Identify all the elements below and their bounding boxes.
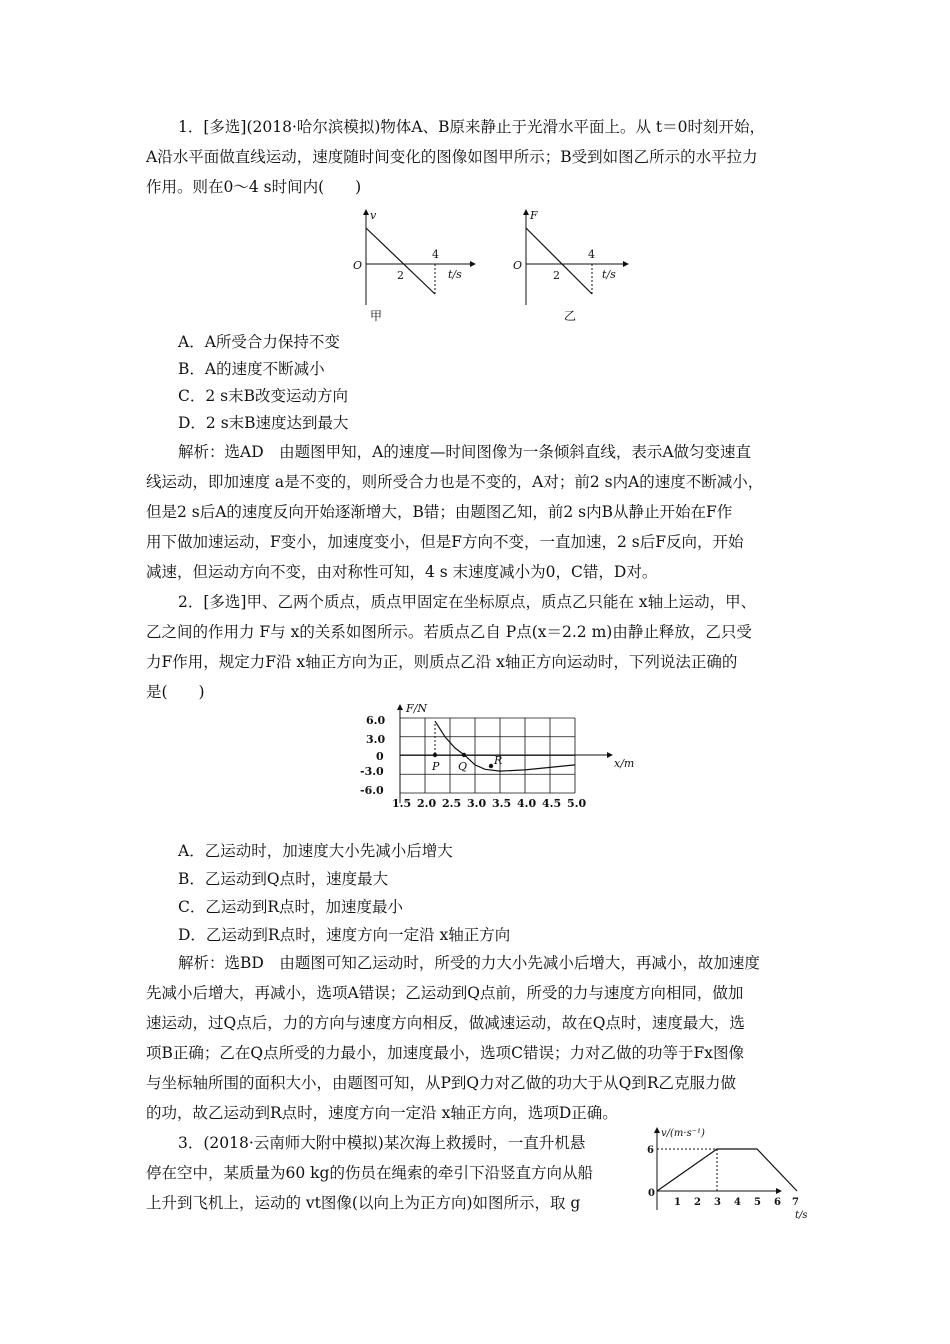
q1-analysis-4: 用下做加速运动，F变小，加速度变小，但是F方向不变，一直加速，2 s后F反向，开始 <box>146 533 744 551</box>
q1-option-b: B．A的速度不断减小 <box>178 360 325 378</box>
q2-analysis-5: 与坐标轴所围的面积大小，由题图可知，从P到Q力对乙做的功大于从Q到R乙克服力做 <box>146 1074 737 1092</box>
fx-ytick-3: 3.0 <box>366 733 386 746</box>
fx-label-p: P <box>432 760 440 773</box>
fx-xlabel: x/m <box>614 757 635 770</box>
fx-xtick-6: 4.0 <box>517 797 537 810</box>
vt-xlabel: t/s <box>795 1210 808 1221</box>
vt-xtick-4: 4 <box>734 1197 741 1208</box>
jia-tick-2: 2 <box>397 269 404 282</box>
q1-option-d: D．2 s末B速度达到最大 <box>178 414 349 432</box>
figure-yi <box>500 205 650 330</box>
yi-caption: 乙 <box>564 309 577 323</box>
q1-analysis-5: 减速，但运动方向不变，由对称性可知，4 s 末速度减小为0，C错，D对。 <box>146 563 658 581</box>
q2-line-2: 乙之间的作用力 F与 x的关系如图所示。若质点乙自 P点(x＝2.2 m)由静止释放，乙只受 <box>146 623 752 641</box>
jia-xlabel: t/s <box>448 268 462 281</box>
fx-ytick-0: 0 <box>376 750 384 763</box>
q1-analysis-1: 解析：选AD 由题图甲知，A的速度—时间图像为一条倾斜直线，表示A做匀变速直 <box>178 443 752 461</box>
jia-line <box>366 228 435 294</box>
fx-xtick-8: 5.0 <box>567 797 587 810</box>
vt-xtick-5: 5 <box>754 1197 761 1208</box>
fx-label-r: R <box>494 754 503 767</box>
fx-xtick-2: 2.0 <box>417 797 437 810</box>
q1-analysis-3: 但是2 s后A的速度反向开始逐渐增大，B错；由题图乙知，前2 s内B从静止开始在F作 <box>146 503 733 521</box>
vt-xtick-7: 7 <box>792 1197 799 1208</box>
vt-origin: 0 <box>648 1188 655 1199</box>
yi-tick-2: 2 <box>553 269 560 282</box>
fx-xtick-5: 3.5 <box>492 797 512 810</box>
fx-xtick-3: 2.5 <box>442 797 462 810</box>
q2-analysis-2: 先减小后增大，再减小，选项A错误；乙运动到Q点前，所受的力与速度方向相同，做加 <box>146 984 744 1002</box>
jia-ylabel: v <box>370 209 377 222</box>
yi-xlabel: t/s <box>602 268 616 281</box>
vt-xtick-6: 6 <box>774 1197 781 1208</box>
q2-analysis-6: 的功，故乙运动到R点时，速度方向一定沿 x轴正方向，选项D正确。 <box>146 1104 618 1122</box>
jia-origin: O <box>353 259 363 272</box>
fx-ylabel: F/N <box>406 702 427 715</box>
q2-option-b: B．乙运动到Q点时，速度最大 <box>178 870 389 888</box>
fx-point-q <box>462 753 466 757</box>
vt-ylabel: v/(m·s⁻¹) <box>661 1128 705 1139</box>
yi-origin: O <box>513 259 523 272</box>
q1-option-c: C．2 s末B改变运动方向 <box>178 387 348 405</box>
fx-xtick-4: 3.0 <box>467 797 487 810</box>
q2-option-c: C．乙运动到R点时，加速度最小 <box>178 898 404 916</box>
yi-ylabel: F <box>530 209 538 222</box>
fx-xtick-7: 4.5 <box>542 797 562 810</box>
q2-option-d: D．乙运动到R点时，速度方向一定沿 x轴正方向 <box>178 926 511 944</box>
q2-line-4: 是( ) <box>146 683 205 701</box>
q2-analysis-4: 项B正确；乙在Q点所受的力最小，加速度最小，选项C错误；力对乙做的功等于Fx图像 <box>146 1044 744 1062</box>
jia-tick-4: 4 <box>432 248 439 261</box>
jia-caption: 甲 <box>370 309 383 323</box>
q1-line-1: 1．[多选](2018·哈尔滨模拟)物体A、B原来静止于光滑水平面上。从 t＝0时刻开始， <box>178 118 766 136</box>
fx-xtick-1: 1.5 <box>392 797 412 810</box>
vt-xtick-3: 3 <box>714 1197 721 1208</box>
fx-label-q: Q <box>458 760 468 773</box>
fx-ytick-m3: -3.0 <box>360 765 384 778</box>
fx-chart <box>360 700 650 830</box>
vt-xtick-2: 2 <box>694 1197 701 1208</box>
q1-option-a: A．A所受合力保持不变 <box>178 333 340 351</box>
q2-analysis-3: 速运动，过Q点后，力的方向与速度方向相反，做减速运动，故在Q点时，速度最大，选 <box>146 1014 745 1032</box>
q1-line-3: 作用。则在0～4 s时间内( ) <box>146 178 362 196</box>
vt-ytick-6: 6 <box>647 1145 654 1156</box>
fx-curve <box>435 721 575 771</box>
q3-line-1: 3．(2018·云南师大附中模拟)某次海上救援时，一直升机悬 <box>178 1134 586 1152</box>
vt-chart <box>645 1122 808 1221</box>
figure-jia <box>340 205 490 330</box>
fx-ytick-m6: -6.0 <box>360 784 384 797</box>
vt-line <box>657 1149 797 1191</box>
fx-point-r <box>489 764 493 768</box>
q2-analysis-1: 解析：选BD 由题图可知乙运动时，所受的力大小先减小后增大，再减小，故加速度 <box>178 954 760 972</box>
q3-line-3: 上升到飞机上，运动的 vt图像(以向上为正方向)如图所示，取 g <box>146 1194 581 1212</box>
q2-option-a: A．乙运动时，加速度大小先减小后增大 <box>178 842 453 860</box>
yi-tick-4: 4 <box>588 248 595 261</box>
fx-ytick-6: 6.0 <box>366 714 386 727</box>
q3-line-2: 停在空中，某质量为60 kg的伤员在绳索的牵引下沿竖直方向从船 <box>146 1164 593 1182</box>
fx-point-p <box>433 753 437 757</box>
q1-analysis-2: 线运动，即加速度 a是不变的，则所受合力也是不变的，A对；前2 s内A的速度不断减小， <box>146 473 764 491</box>
vt-xtick-1: 1 <box>674 1197 681 1208</box>
q2-line-1: 2．[多选]甲、乙两个质点，质点甲固定在坐标原点，质点乙只能在 x轴上运动，甲、 <box>178 593 757 611</box>
q1-line-2: A沿水平面做直线运动，速度随时间变化的图像如图甲所示；B受到如图乙所示的水平拉力 <box>146 148 758 166</box>
yi-line <box>526 228 592 294</box>
q2-line-3: 力F作用，规定力F沿 x轴正方向为正，则质点乙沿 x轴正方向运动时，下列说法正确的 <box>146 653 738 671</box>
